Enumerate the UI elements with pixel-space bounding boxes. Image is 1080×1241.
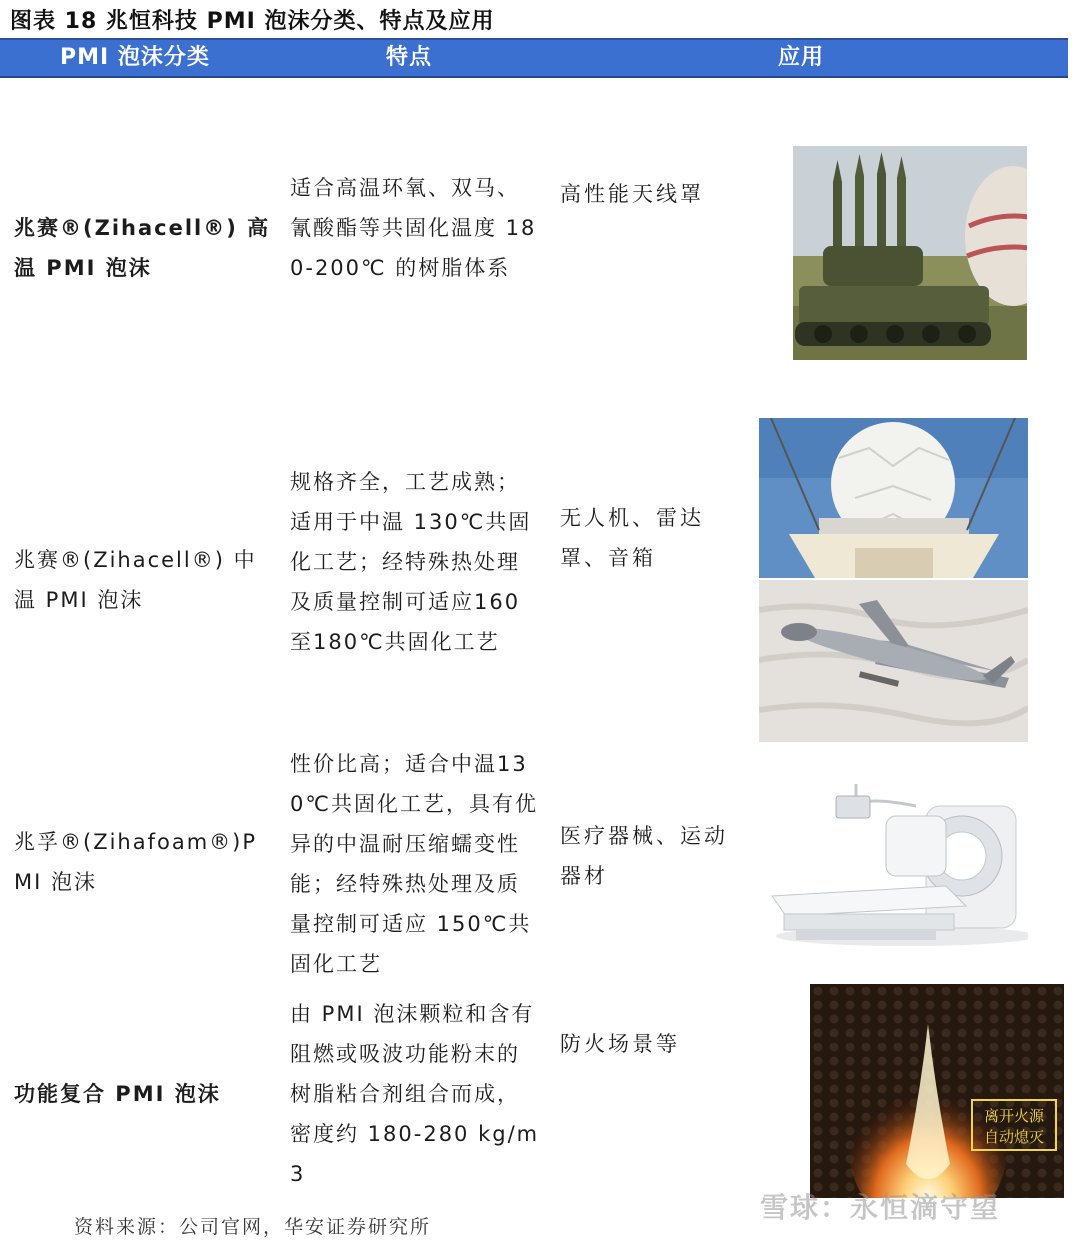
table-header <box>0 40 1068 78</box>
category-cell: 兆赛®(Zihacell®) 高温 PMI 泡沫 <box>14 216 271 280</box>
medical-scanner-image <box>766 776 1028 950</box>
category-cell: 功能复合 PMI 泡沫 <box>14 1082 221 1106</box>
drone-image <box>759 580 1028 742</box>
applications-cell: 高性能天线罩 <box>560 182 704 206</box>
features-cell: 适合高温环氧、双马、氰酸酯等共固化温度 180-200℃ 的树脂体系 <box>290 176 537 280</box>
figure-title: 图表 18 兆恒科技 PMI 泡沫分类、特点及应用 <box>10 9 495 34</box>
watermark: 雪球：永恒滴守望 <box>760 1191 1001 1224</box>
applications-cell: 医疗器械、运动器材 <box>560 824 728 888</box>
header-category: PMI 泡沫分类 <box>60 45 210 70</box>
applications-cell: 防火场景等 <box>560 1032 680 1056</box>
features-cell: 由 PMI 泡沫颗粒和含有阻燃或吸波功能粉末的树脂粘合剂组合而成，密度约 180-280 kg/m3 <box>290 1002 540 1186</box>
header-features: 特点 <box>386 45 433 70</box>
radome-image <box>759 418 1028 578</box>
features-cell: 性价比高；适合中温130℃共固化工艺，具有优异的中温耐压缩蠕变性能；经特殊热处理及质量控制可适应 150℃共固化工艺 <box>290 752 538 976</box>
category-cell: 兆赛®(Zihacell®) 中温 PMI 泡沫 <box>14 548 257 612</box>
fire-test-image <box>810 984 1064 1198</box>
applications-cell: 无人机、雷达罩、音箱 <box>560 506 704 570</box>
features-cell: 规格齐全，工艺成熟；适用于中温 130℃共固化工艺；经特殊热处理及质量控制可适应160至180℃共固化工艺 <box>290 470 532 654</box>
fire-caption-line2: 自动熄灭 <box>983 1128 1045 1146</box>
header-applications: 应用 <box>778 45 825 70</box>
missile-launcher-image <box>793 146 1027 360</box>
source-note: 资料来源：公司官网，华安证券研究所 <box>74 1216 432 1238</box>
fire-caption-line1: 离开火源 <box>983 1107 1045 1125</box>
category-cell: 兆孚®(Zihafoam®)PMI 泡沫 <box>14 830 258 894</box>
